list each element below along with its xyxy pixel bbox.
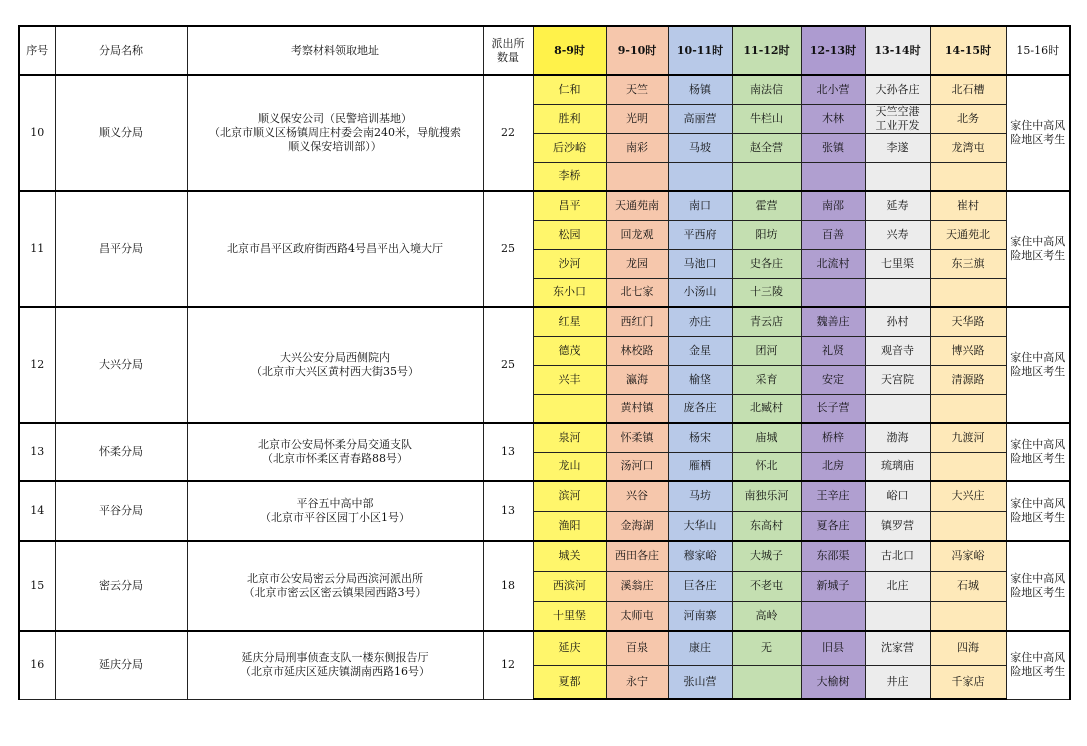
slot-cell: 北臧村 bbox=[732, 394, 801, 423]
slot-cell bbox=[801, 601, 865, 631]
slot-cell bbox=[865, 278, 930, 307]
slot-cell: 天宫院 bbox=[865, 365, 930, 394]
slot-cell: 采育 bbox=[732, 365, 801, 394]
slot-cell: 团河 bbox=[732, 336, 801, 365]
slot-cell: 阳坊 bbox=[732, 220, 801, 249]
header-slot-8-9: 8-9时 bbox=[533, 26, 606, 75]
slot-cell: 史各庄 bbox=[732, 249, 801, 278]
slot-cell: 百善 bbox=[801, 220, 865, 249]
slot-cell: 博兴路 bbox=[930, 336, 1006, 365]
slot-cell: 南彩 bbox=[606, 133, 668, 162]
slot-cell: 大榆树 bbox=[801, 665, 865, 699]
slot-cell: 沙河 bbox=[533, 249, 606, 278]
table-row bbox=[19, 307, 1070, 336]
slot-cell: 天通苑南 bbox=[606, 191, 668, 220]
slot-cell: 马坊 bbox=[668, 481, 732, 511]
slot-cell: 太师屯 bbox=[606, 601, 668, 631]
slot-cell: 桥梓 bbox=[801, 423, 865, 452]
slot-cell: 北小营 bbox=[801, 75, 865, 104]
slot-cell: 林校路 bbox=[606, 336, 668, 365]
slot-cell: 千家店 bbox=[930, 665, 1006, 699]
slot-cell bbox=[865, 601, 930, 631]
slot-cell: 怀柔镇 bbox=[606, 423, 668, 452]
pickup-address: 北京市昌平区政府街西路4号昌平出入境大厅 bbox=[187, 191, 483, 307]
high-risk-note: 家住中高风 险地区考生 bbox=[1006, 75, 1070, 191]
pickup-address: 北京市公安局密云分局西滨河派出所 （北京市密云区密云镇果园西路3号） bbox=[187, 541, 483, 631]
slot-cell bbox=[930, 394, 1006, 423]
slot-cell: 九渡河 bbox=[930, 423, 1006, 452]
slot-cell: 溪翁庄 bbox=[606, 571, 668, 601]
slot-cell: 杨镇 bbox=[668, 75, 732, 104]
header-stations: 派出所 数量 bbox=[483, 26, 533, 75]
slot-cell: 孙村 bbox=[865, 307, 930, 336]
slot-cell: 兴谷 bbox=[606, 481, 668, 511]
header-row bbox=[19, 26, 1070, 75]
slot-cell: 穆家峪 bbox=[668, 541, 732, 571]
slot-cell: 长子营 bbox=[801, 394, 865, 423]
slot-cell: 高丽营 bbox=[668, 104, 732, 133]
slot-cell: 胜利 bbox=[533, 104, 606, 133]
slot-cell: 高岭 bbox=[732, 601, 801, 631]
slot-cell: 回龙观 bbox=[606, 220, 668, 249]
slot-cell: 夏各庄 bbox=[801, 511, 865, 541]
branch-name: 大兴分局 bbox=[55, 307, 187, 423]
pickup-address: 平谷五中高中部 （北京市平谷区园丁小区1号） bbox=[187, 481, 483, 541]
header-slot-11-12: 11-12时 bbox=[732, 26, 801, 75]
slot-cell: 杨宋 bbox=[668, 423, 732, 452]
slot-cell: 光明 bbox=[606, 104, 668, 133]
row-seq: 11 bbox=[19, 191, 55, 307]
slot-cell bbox=[930, 452, 1006, 481]
slot-cell: 西田各庄 bbox=[606, 541, 668, 571]
slot-cell bbox=[930, 511, 1006, 541]
slot-cell: 永宁 bbox=[606, 665, 668, 699]
slot-cell: 新城子 bbox=[801, 571, 865, 601]
station-count: 13 bbox=[483, 423, 533, 481]
table-row bbox=[19, 75, 1070, 104]
slot-cell bbox=[930, 278, 1006, 307]
slot-cell: 天通苑北 bbox=[930, 220, 1006, 249]
slot-cell: 北务 bbox=[930, 104, 1006, 133]
slot-cell: 旧县 bbox=[801, 631, 865, 665]
slot-cell: 榆垡 bbox=[668, 365, 732, 394]
slot-cell bbox=[801, 278, 865, 307]
table-row bbox=[19, 191, 1070, 220]
slot-cell: 昌平 bbox=[533, 191, 606, 220]
slot-cell: 小汤山 bbox=[668, 278, 732, 307]
slot-cell: 金海湖 bbox=[606, 511, 668, 541]
slot-cell: 沈家营 bbox=[865, 631, 930, 665]
slot-cell: 魏善庄 bbox=[801, 307, 865, 336]
slot-cell: 东三旗 bbox=[930, 249, 1006, 278]
slot-cell: 夏都 bbox=[533, 665, 606, 699]
slot-cell: 井庄 bbox=[865, 665, 930, 699]
slot-cell bbox=[930, 601, 1006, 631]
high-risk-note: 家住中高风 险地区考生 bbox=[1006, 191, 1070, 307]
station-count: 25 bbox=[483, 191, 533, 307]
slot-cell bbox=[732, 162, 801, 191]
branch-name: 昌平分局 bbox=[55, 191, 187, 307]
slot-cell: 观音寺 bbox=[865, 336, 930, 365]
slot-cell: 瀛海 bbox=[606, 365, 668, 394]
slot-cell: 七里渠 bbox=[865, 249, 930, 278]
slot-cell: 兴丰 bbox=[533, 365, 606, 394]
slot-cell: 天竺空港 工业开发 bbox=[865, 104, 930, 133]
row-seq: 15 bbox=[19, 541, 55, 631]
slot-cell: 古北口 bbox=[865, 541, 930, 571]
slot-cell: 王辛庄 bbox=[801, 481, 865, 511]
slot-cell: 金星 bbox=[668, 336, 732, 365]
slot-cell: 南口 bbox=[668, 191, 732, 220]
slot-cell: 十里堡 bbox=[533, 601, 606, 631]
slot-cell: 红星 bbox=[533, 307, 606, 336]
slot-cell: 东小口 bbox=[533, 278, 606, 307]
slot-cell: 赵全营 bbox=[732, 133, 801, 162]
slot-cell: 西红门 bbox=[606, 307, 668, 336]
slot-cell bbox=[865, 394, 930, 423]
slot-cell bbox=[606, 162, 668, 191]
slot-cell: 镇罗营 bbox=[865, 511, 930, 541]
header-slot-14-15: 14-15时 bbox=[930, 26, 1006, 75]
branch-name: 平谷分局 bbox=[55, 481, 187, 541]
slot-cell: 琉璃庙 bbox=[865, 452, 930, 481]
slot-cell: 天华路 bbox=[930, 307, 1006, 336]
slot-cell: 汤河口 bbox=[606, 452, 668, 481]
branch-name: 密云分局 bbox=[55, 541, 187, 631]
slot-cell: 后沙峪 bbox=[533, 133, 606, 162]
branch-name: 怀柔分局 bbox=[55, 423, 187, 481]
slot-cell: 西滨河 bbox=[533, 571, 606, 601]
slot-cell: 北石槽 bbox=[930, 75, 1006, 104]
slot-cell: 康庄 bbox=[668, 631, 732, 665]
pickup-address: 顺义保安公司（民警培训基地） （北京市顺义区杨镇周庄村委会南240米，导航搜索 顺义保安培训部）） bbox=[187, 75, 483, 191]
slot-cell: 泉河 bbox=[533, 423, 606, 452]
pickup-address: 大兴公安分局西侧院内 （北京市大兴区黄村西大街35号） bbox=[187, 307, 483, 423]
slot-cell: 大华山 bbox=[668, 511, 732, 541]
slot-cell: 无 bbox=[732, 631, 801, 665]
slot-cell: 牛栏山 bbox=[732, 104, 801, 133]
high-risk-note: 家住中高风 险地区考生 bbox=[1006, 307, 1070, 423]
slot-cell: 大城子 bbox=[732, 541, 801, 571]
station-count: 25 bbox=[483, 307, 533, 423]
slot-cell: 德茂 bbox=[533, 336, 606, 365]
pickup-address: 北京市公安局怀柔分局交通支队 （北京市怀柔区青春路88号） bbox=[187, 423, 483, 481]
slot-cell: 龙园 bbox=[606, 249, 668, 278]
slot-cell: 马池口 bbox=[668, 249, 732, 278]
slot-cell bbox=[930, 162, 1006, 191]
table-body bbox=[19, 75, 1070, 699]
slot-cell bbox=[732, 665, 801, 699]
slot-cell: 东邵渠 bbox=[801, 541, 865, 571]
slot-cell bbox=[801, 162, 865, 191]
slot-cell: 城关 bbox=[533, 541, 606, 571]
slot-cell: 北流村 bbox=[801, 249, 865, 278]
slot-cell: 渔阳 bbox=[533, 511, 606, 541]
slot-cell: 十三陵 bbox=[732, 278, 801, 307]
slot-cell: 冯家峪 bbox=[930, 541, 1006, 571]
station-count: 18 bbox=[483, 541, 533, 631]
slot-cell: 北庄 bbox=[865, 571, 930, 601]
table-row bbox=[19, 481, 1070, 511]
header-seq: 序号 bbox=[19, 26, 55, 75]
table-row bbox=[19, 423, 1070, 452]
slot-cell: 礼贤 bbox=[801, 336, 865, 365]
header-address: 考察材料领取地址 bbox=[187, 26, 483, 75]
slot-cell: 李桥 bbox=[533, 162, 606, 191]
slot-cell: 不老屯 bbox=[732, 571, 801, 601]
pickup-address: 延庆分局刑事侦查支队一楼东侧报告厅 （北京市延庆区延庆镇湖南西路16号） bbox=[187, 631, 483, 699]
row-seq: 16 bbox=[19, 631, 55, 699]
slot-cell: 渤海 bbox=[865, 423, 930, 452]
slot-cell: 北七家 bbox=[606, 278, 668, 307]
slot-cell: 青云店 bbox=[732, 307, 801, 336]
slot-cell: 延寿 bbox=[865, 191, 930, 220]
slot-cell: 龙山 bbox=[533, 452, 606, 481]
slot-cell: 马坡 bbox=[668, 133, 732, 162]
slot-cell: 北房 bbox=[801, 452, 865, 481]
assignment-table bbox=[18, 25, 1071, 700]
row-seq: 10 bbox=[19, 75, 55, 191]
slot-cell: 松园 bbox=[533, 220, 606, 249]
slot-cell: 亦庄 bbox=[668, 307, 732, 336]
station-count: 22 bbox=[483, 75, 533, 191]
table-row bbox=[19, 631, 1070, 665]
slot-cell: 平西府 bbox=[668, 220, 732, 249]
row-seq: 13 bbox=[19, 423, 55, 481]
slot-cell bbox=[533, 394, 606, 423]
header-branch: 分局名称 bbox=[55, 26, 187, 75]
slot-cell: 南邵 bbox=[801, 191, 865, 220]
slot-cell bbox=[865, 162, 930, 191]
slot-cell: 南独乐河 bbox=[732, 481, 801, 511]
slot-cell: 安定 bbox=[801, 365, 865, 394]
slot-cell: 大兴庄 bbox=[930, 481, 1006, 511]
slot-cell: 仁和 bbox=[533, 75, 606, 104]
row-seq: 14 bbox=[19, 481, 55, 541]
slot-cell: 崔村 bbox=[930, 191, 1006, 220]
header-slot-13-14: 13-14时 bbox=[865, 26, 930, 75]
slot-cell: 东高村 bbox=[732, 511, 801, 541]
header-slot-9-10: 9-10时 bbox=[606, 26, 668, 75]
table-row bbox=[19, 541, 1070, 571]
slot-cell: 河南寨 bbox=[668, 601, 732, 631]
header-slot-15-16: 15-16时 bbox=[1006, 26, 1070, 75]
slot-cell: 张镇 bbox=[801, 133, 865, 162]
slot-cell: 石城 bbox=[930, 571, 1006, 601]
slot-cell: 南法信 bbox=[732, 75, 801, 104]
slot-cell: 木林 bbox=[801, 104, 865, 133]
station-count: 13 bbox=[483, 481, 533, 541]
slot-cell: 巨各庄 bbox=[668, 571, 732, 601]
high-risk-note: 家住中高风 险地区考生 bbox=[1006, 481, 1070, 541]
slot-cell: 大孙各庄 bbox=[865, 75, 930, 104]
header-slot-12-13: 12-13时 bbox=[801, 26, 865, 75]
slot-cell: 霍营 bbox=[732, 191, 801, 220]
slot-cell: 庞各庄 bbox=[668, 394, 732, 423]
station-count: 12 bbox=[483, 631, 533, 699]
slot-cell: 滨河 bbox=[533, 481, 606, 511]
slot-cell: 张山营 bbox=[668, 665, 732, 699]
slot-cell: 怀北 bbox=[732, 452, 801, 481]
slot-cell: 百泉 bbox=[606, 631, 668, 665]
high-risk-note: 家住中高风 险地区考生 bbox=[1006, 631, 1070, 699]
slot-cell: 雁栖 bbox=[668, 452, 732, 481]
high-risk-note: 家住中高风 险地区考生 bbox=[1006, 423, 1070, 481]
row-seq: 12 bbox=[19, 307, 55, 423]
header-slot-10-11: 10-11时 bbox=[668, 26, 732, 75]
branch-name: 顺义分局 bbox=[55, 75, 187, 191]
slot-cell: 黄村镇 bbox=[606, 394, 668, 423]
slot-cell: 龙湾屯 bbox=[930, 133, 1006, 162]
slot-cell: 清源路 bbox=[930, 365, 1006, 394]
branch-name: 延庆分局 bbox=[55, 631, 187, 699]
slot-cell: 峪口 bbox=[865, 481, 930, 511]
slot-cell: 四海 bbox=[930, 631, 1006, 665]
slot-cell: 李遂 bbox=[865, 133, 930, 162]
slot-cell bbox=[668, 162, 732, 191]
slot-cell: 兴寿 bbox=[865, 220, 930, 249]
high-risk-note: 家住中高风 险地区考生 bbox=[1006, 541, 1070, 631]
slot-cell: 庙城 bbox=[732, 423, 801, 452]
slot-cell: 天竺 bbox=[606, 75, 668, 104]
slot-cell: 延庆 bbox=[533, 631, 606, 665]
